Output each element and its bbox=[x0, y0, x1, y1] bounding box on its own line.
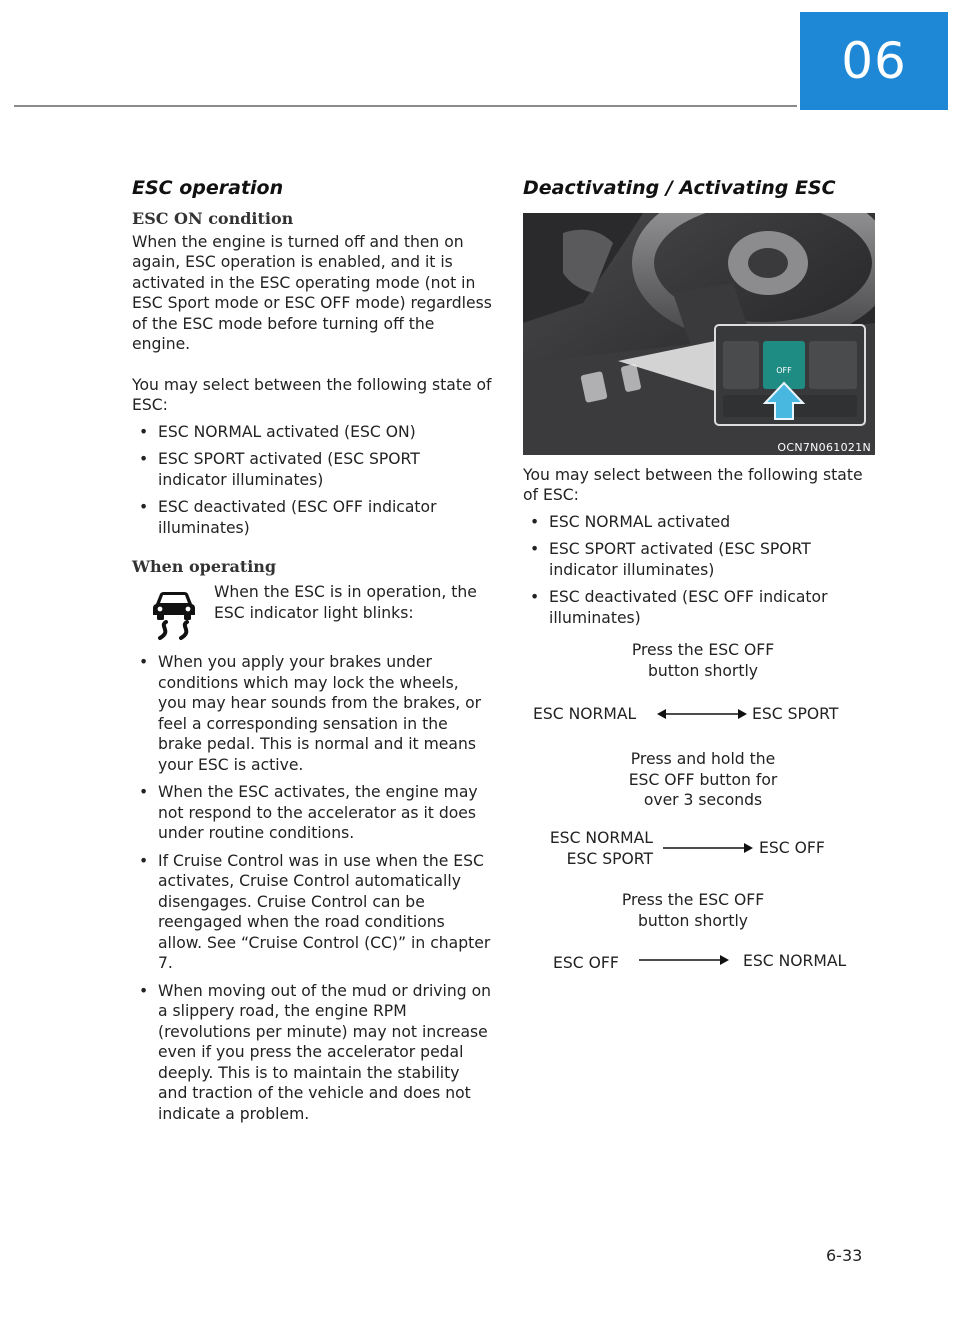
step1-line1: Press the ESC OFF bbox=[631, 641, 775, 660]
esc-on-heading: ESC ON condition bbox=[132, 208, 294, 228]
step2-instruction bbox=[623, 749, 783, 811]
list-item: • ESC NORMAL activated bbox=[523, 512, 875, 533]
step2-from2: ESC SPORT bbox=[566, 849, 653, 868]
select-state-paragraph-right: You may select between the following state of ESC: bbox=[523, 465, 863, 505]
list-item: • If Cruise Control was in use when the ESC activates, Cruise Control automatically disengages. Cruise Control can be reengaged when the road conditions allow. See “Cruise Control (CC)” in chapter 7. bbox=[132, 851, 492, 974]
esc-state-list-right bbox=[523, 512, 875, 629]
list-item: • ESC SPORT activated (ESC SPORT indicator illuminates) bbox=[523, 539, 875, 580]
list-item: • ESC deactivated (ESC OFF indicator illuminates) bbox=[132, 497, 492, 538]
step2-from-labels bbox=[533, 828, 653, 869]
list-item: • When moving out of the mud or driving on a slippery road, the engine RPM (revolutions per minute) may not increase even if you press the accelerator pedal deeply. This is to maintain the stability and traction of the vehicle and does not indicate a problem. bbox=[132, 981, 492, 1125]
step3-line1: Press the ESC OFF bbox=[621, 891, 765, 910]
left-column bbox=[132, 176, 492, 1131]
step2-to-label: ESC OFF bbox=[759, 839, 825, 858]
step1-from-label: ESC NORMAL bbox=[533, 705, 637, 724]
esc-on-paragraph: When the engine is turned off and then on again, ESC operation is enabled, and it is activated in the ESC operating mode (not in ESC Sport mode or ESC OFF mode) regardless of the ESC mode before turning off the engine. bbox=[132, 232, 492, 354]
right-column bbox=[523, 176, 875, 1000]
step3-to-label: ESC NORMAL bbox=[743, 952, 847, 971]
step1-instruction bbox=[623, 640, 783, 681]
chapter-tab: 06 bbox=[800, 12, 948, 110]
section-title-esc-operation: ESC operation bbox=[132, 177, 284, 199]
list-item: • When you apply your brakes under conditions which may lock the wheels, you may hear sounds from the brakes, or feel a corresponding sensation in the brake pedal. This is normal and it means your ESC is active. bbox=[132, 652, 492, 775]
step2-line1: Press and hold the bbox=[630, 750, 776, 769]
list-item: • ESC deactivated (ESC OFF indicator illuminates) bbox=[523, 587, 875, 628]
page-number: 6-33 bbox=[826, 1246, 863, 1265]
operating-list bbox=[132, 652, 492, 1124]
step3-from-label: ESC OFF bbox=[553, 954, 619, 973]
header-rule bbox=[14, 105, 797, 107]
esc-button-photo bbox=[523, 213, 875, 455]
list-item: • ESC NORMAL activated (ESC ON) bbox=[132, 422, 492, 443]
bidirectional-arrow-icon bbox=[657, 706, 747, 722]
step1-to-label: ESC SPORT bbox=[752, 705, 839, 724]
step2-line3: over 3 seconds bbox=[643, 791, 763, 810]
step3-line2: button shortly bbox=[637, 911, 749, 930]
list-item: • When the ESC activates, the engine may not respond to the accelerator as it does under routine conditions. bbox=[132, 782, 492, 844]
step2-line2: ESC OFF button for bbox=[628, 770, 778, 789]
svg-text:OFF: OFF bbox=[776, 365, 792, 375]
esc-state-list bbox=[132, 422, 492, 539]
step3-instruction bbox=[613, 890, 773, 931]
select-state-paragraph: You may select between the following state of ESC: bbox=[132, 375, 492, 415]
step2-from1: ESC NORMAL bbox=[549, 829, 653, 848]
indicator-text: When the ESC is in operation, the ESC indicator light blinks: bbox=[214, 583, 477, 622]
right-arrow-icon bbox=[663, 840, 753, 856]
when-operating-heading: When operating bbox=[132, 557, 277, 577]
esc-mode-diagram bbox=[523, 640, 875, 1000]
step1-line2: button shortly bbox=[647, 661, 759, 680]
esc-indicator-icon bbox=[132, 582, 214, 642]
image-code: OCN7N061021N bbox=[777, 440, 871, 454]
section-title-deactivating: Deactivating / Activating ESC bbox=[523, 177, 836, 199]
right-arrow-icon bbox=[639, 952, 729, 968]
list-item: • ESC SPORT activated (ESC SPORT indicator illuminates) bbox=[132, 449, 492, 490]
